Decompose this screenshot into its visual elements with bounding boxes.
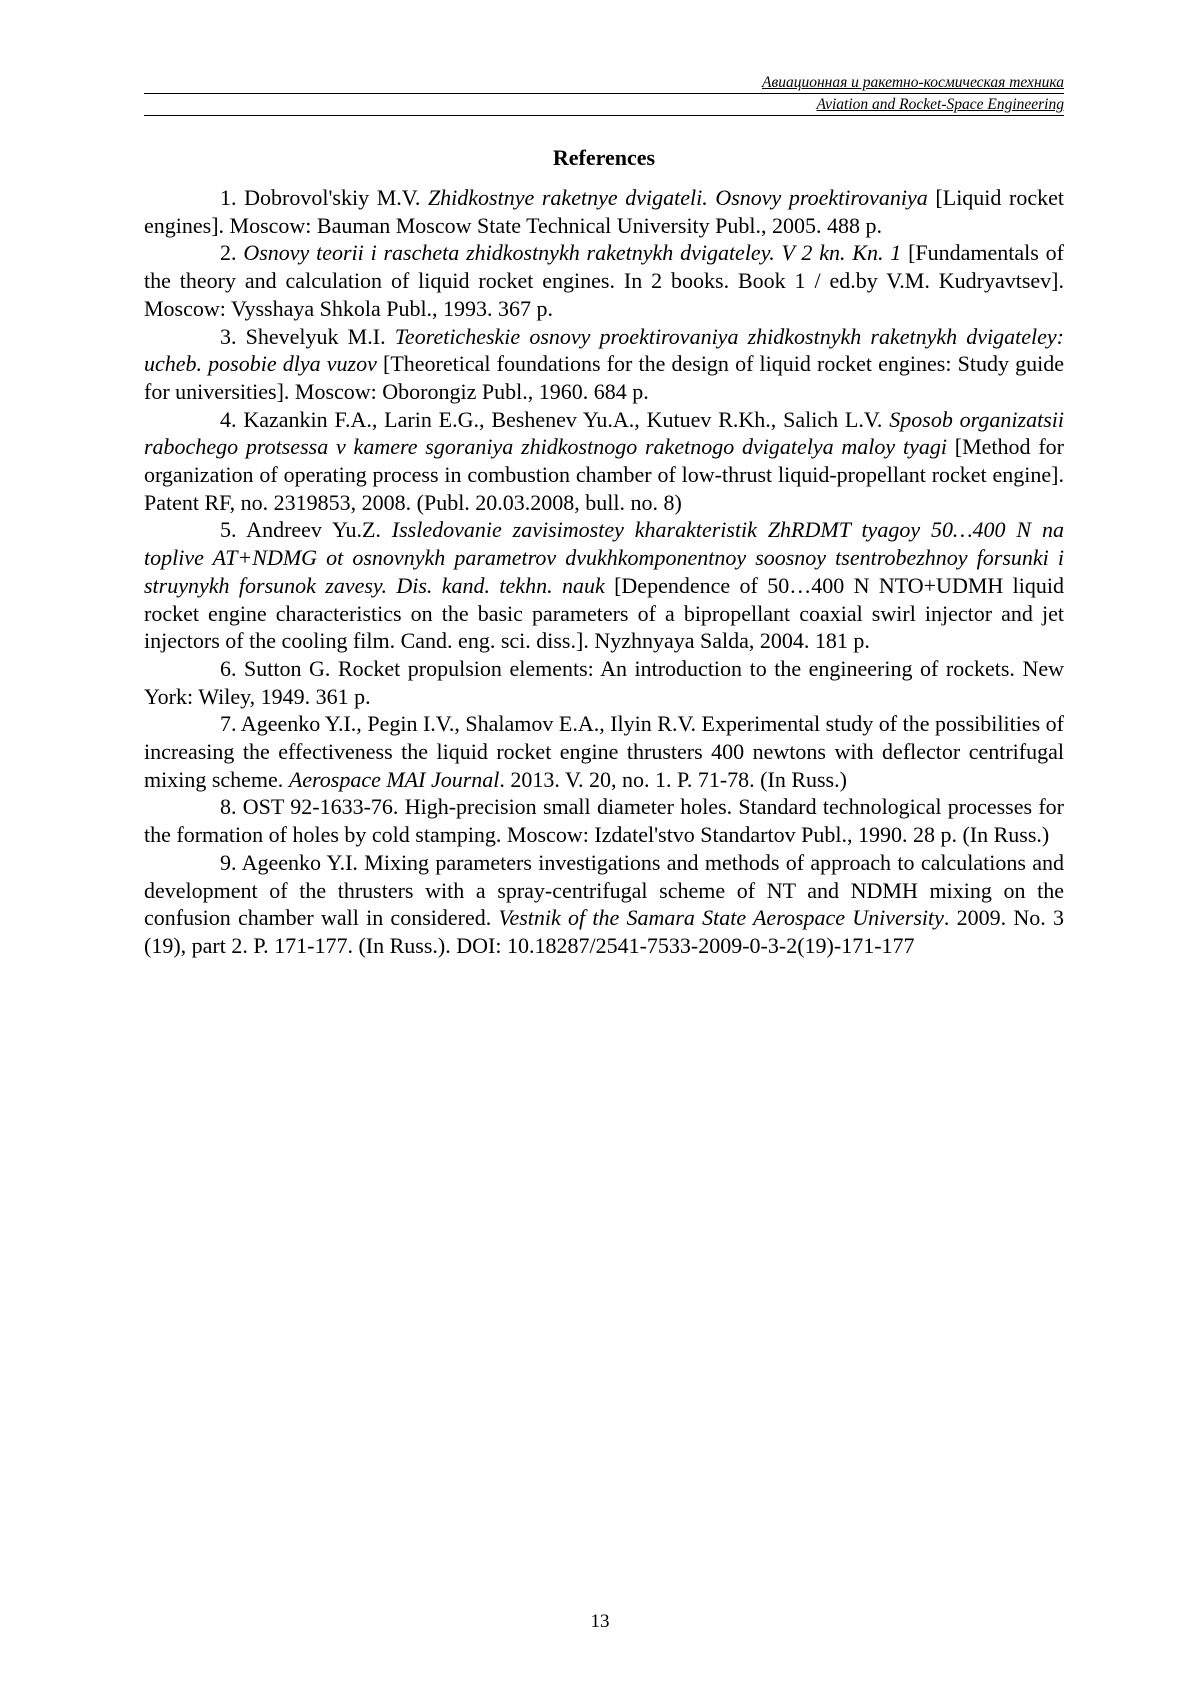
- reference-text: [Method for organization of operating process in combustion chamber of low-thrust liquid-propellant rocket engine]. Patent RF, no. 2319853, 2008. (Publ. 20.03.2008, bull. no. 8): [144, 434, 1064, 515]
- reference-text: 3. Shevelyuk M.I.: [220, 323, 395, 349]
- reference-title-italic: Vestnik of the Samara State Aerospace University: [498, 905, 944, 931]
- reference-item: [144, 793, 1064, 848]
- header-journal-ru: [144, 72, 1064, 94]
- reference-title-italic: Zhidkostnye raketnye dvigateli. Osnovy proektirovaniya: [427, 185, 928, 210]
- reference-text: 8. OST 92-1633-76. High-precision small diameter holes. Standard technological processes for the formation of holes by cold stamping. Moscow: Izdatel'stvo Standartov Publ., 1990. 28 p. (In Russ.): [144, 794, 1064, 848]
- reference-text: [Liquid rocket engines]. Moscow: Bauman Moscow State Technical University Publ., 2005. 488 p.: [144, 185, 1065, 238]
- reference-text: 5. Andreev Yu.Z.: [220, 517, 392, 543]
- page-number: 13: [590, 1611, 610, 1632]
- running-header: [144, 72, 1064, 116]
- reference-text: [Dependence of 50…400 N NTO+UDMH liquid rocket engine characteristics on the basic parameters of a bipropellant coaxial swirl injector and jet injectors of the cooling film. Cand. eng. sci. diss.]. Nyzhnyaya Salda, 2004. 181 p.: [144, 572, 1064, 654]
- reference-text: 1. Dobrovol'skiy M.V.: [220, 185, 428, 210]
- header-journal-ru-text: Авиационная и ракетно-космическая техника: [762, 74, 1064, 91]
- section-title: References: [552, 145, 656, 170]
- reference-item: [144, 710, 1064, 793]
- reference-title-italic: Issledovanie zavisimostey kharakteristik ZhRDMT tyagoy 50…400 N na toplive AT+NDMG ot osnovnykh parametrov dvukhkomponentnoy soosnoy tsentrobezhnoy forsunki i struynykh forsunok zavesy. Dis. kand. tekhn. nauk: [144, 517, 1064, 598]
- reference-title-italic: Sposob organizatsii rabochego protsessa v kamere sgoraniya zhidkostnogo raketnogo dvigatelya maloy tyagi: [144, 406, 1064, 460]
- header-journal-en-text: Aviation and Rocket-Space Engineering: [816, 96, 1064, 113]
- reference-item: [144, 239, 1064, 322]
- reference-item: [144, 849, 1064, 960]
- reference-item: [144, 655, 1064, 710]
- reference-text: 4. Kazankin F.A., Larin E.G., Beshenev Yu.A., Kutuev R.Kh., Salich L.V.: [220, 406, 890, 432]
- reference-text: 9. Ageenko Y.I. Mixing parameters investigations and methods of approach to calculations and development of the thrusters with a spray-centrifugal scheme of NT and NDMH mixing on the confusion chamber wall in considered.: [144, 849, 1064, 931]
- reference-text: 2.: [220, 240, 244, 266]
- reference-title-italic: Osnovy teorii i rascheta zhidkostnykh raketnykh dvigateley. V 2 kn. Kn. 1: [243, 240, 902, 266]
- reference-list: [144, 184, 1064, 960]
- reference-title-italic: Teoreticheskie osnovy proektirovaniya zhidkostnykh raketnykh dvigateley: ucheb. posobie dlya vuzov: [144, 323, 1064, 377]
- reference-text: . 2013. V. 20, no. 1. P. 71-78. (In Russ.): [499, 766, 847, 792]
- reference-item: [144, 323, 1064, 406]
- reference-text: [Fundamentals of the theory and calculation of liquid rocket engines. In 2 books. Book 1 / ed.by V.M. Kudryavtsev]. Moscow: Vysshaya Shkola Publ., 1993. 367 p.: [144, 240, 1064, 321]
- reference-text: 6. Sutton G. Rocket propulsion elements: An introduction to the engineering of rockets. New York: Wiley, 1949. 361 p.: [144, 655, 1064, 709]
- reference-text: . 2009. No. 3 (19), part 2. P. 171-177. (In Russ.). DOI: 10.18287/2541-7533-2009-0-3-2(19)-171-177: [144, 905, 1065, 958]
- reference-text: 7. Ageenko Y.I., Pegin I.V., Shalamov E.A., Ilyin R.V. Experimental study of the possibilities of increasing the effectiveness the liquid rocket engine thrusters 400 newtons with deflector centrifugal mixing scheme.: [144, 711, 1064, 792]
- header-journal-en: [144, 94, 1064, 116]
- reference-item: [144, 516, 1064, 655]
- reference-item: [144, 406, 1064, 517]
- reference-text: [Theoretical foundations for the design of liquid rocket engines: Study guide for universities]. Moscow: Oborongiz Publ., 1960. 684 p.: [144, 351, 1064, 404]
- reference-item: [144, 184, 1064, 239]
- reference-title-italic: Aerospace MAI Journal: [288, 766, 500, 792]
